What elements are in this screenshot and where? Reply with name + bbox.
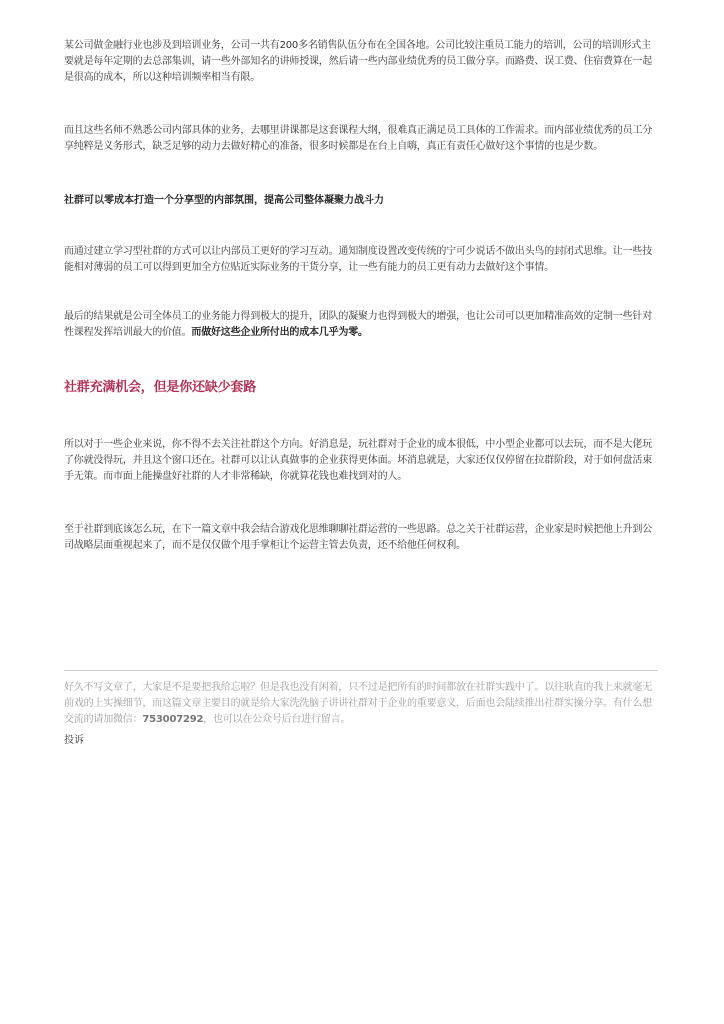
section-heading: 社群充满机会，但是你还缺少套路: [64, 380, 257, 395]
author-footer: [64, 670, 658, 748]
paragraph-bold-summary: 社群可以零成本打造一个分享型的内部氛围，提高公司整体凝聚力战斗力: [64, 195, 384, 206]
paragraph-learning-community: 而通过建立学习型社群的方式可以让内部员工更好的学习互动。通知制度设置改变传统的宁可少说话不做出头鸟的封闭式思维。让一些技能相对薄弱的员工可以得到更加全方位贴近实际业务的干货分享，让一些有能力的员工更有动力去做好这个事情。: [64, 246, 652, 273]
article-body: [64, 38, 658, 554]
paragraph-result: [64, 309, 658, 341]
paragraph-intro: 某公司做金融行业也涉及到培训业务，公司一共有200多名销售队伍分布在全国各地。公司比较注重员工能力的培训，公司的培训形式主要就是每年定期的去总部集训，请一些外部知名的讲师授课，然后请一些内部业绩优秀的员工做分享。而路费、误工费、住宿费算在一起是很高的成本，所以这种培训频率相当有限。: [64, 40, 652, 83]
paragraph-opportunity: 所以对于一些企业来说，你不得不去关注社群这个方向。好消息是，玩社群对于企业的成本很低，中小型企业都可以去玩，而不是大佬玩了你就没得玩，并且这个窗口还在。社群可以让认真做事的企业获得更体面。坏消息就是，大家还仅仅停留在拉群阶段，对于如何盘活束手无策。而市面上能操盘好社群的人才非常稀缺，你就算花钱也难找到对的人。: [64, 439, 652, 482]
author-note: [64, 680, 658, 728]
paragraph-result-emphasis: 而做好这些企业所付出的成本几乎为零。: [191, 327, 368, 338]
author-note-text: 好久不写文章了，大家是不是要把我给忘啦？但是我也没有闲着，只不过是把所有的时间都放在社群实践中了。以往耿直的我上来就毫无前戏的上实操细节，而这篇文章主要目的就是给大家洗洗脑子讲讲社群对于企业的重要意义，后面也会陆续推出社群实操分享。有什么想交流的请加微信：: [64, 682, 652, 725]
paragraph-lecturers: 而且这些名师不熟悉公司内部具体的业务，去哪里讲课都是这套课程大纲，很难真正满足员工具体的工作需求。而内部业绩优秀的员工分享纯粹是义务形式，缺乏足够的动力去做好精心的准备，很多时候都是在台上自嗨，真正有责任心做好这个事情的也是少数。: [64, 125, 652, 152]
paragraph-next-article: 至于社群到底该怎么玩，在下一篇文章中我会结合游戏化思维聊聊社群运营的一些思路。总之关于社群运营，企业家是时候把他上升到公司战略层面重视起来了，而不是仅仅做个甩手掌柜让个运营主管去负责，还不给他任何权利。: [64, 524, 652, 551]
report-link[interactable]: 投诉: [64, 735, 84, 746]
wechat-id: 753007292: [142, 714, 204, 725]
author-note-tail: ，也可以在公众号后台进行留言。: [203, 714, 351, 725]
paragraph-result-text: 最后的结果就是公司全体员工的业务能力得到极大的提升，团队的凝聚力也得到极大的增强，也让公司可以更加精准高效的定制一些针对性课程发挥培训最大的价值。: [64, 311, 652, 338]
